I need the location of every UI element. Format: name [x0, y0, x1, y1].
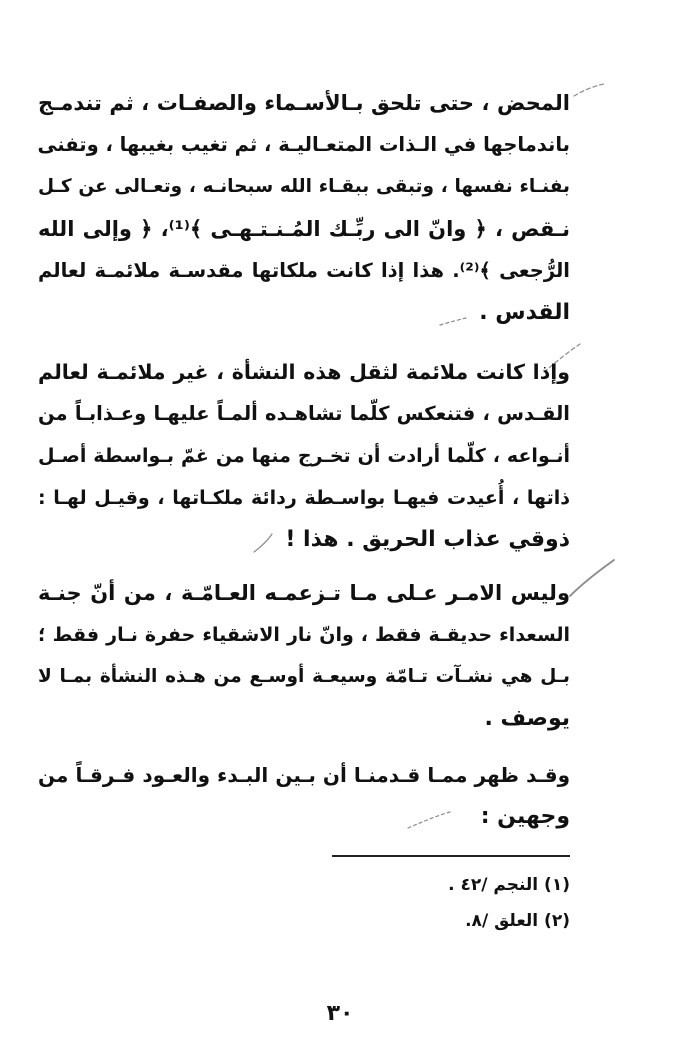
- text-line: وجهين :: [480, 804, 570, 829]
- footnote-2: (٢) العلق /٨.: [465, 911, 570, 931]
- page-number: ٣٠: [326, 1001, 354, 1026]
- paragraph-3: [38, 572, 570, 740]
- text-line: نـقص ، ﴿ وانّ الى ربِّـك المُـنـتـهـى ﴾⁽¹⁾، ﴿ وإلى الله: [38, 217, 570, 241]
- text-line: المحض ، حتى تلحق بـالأسـماء والصفـات ، ثم تندمـج: [38, 91, 570, 115]
- text-line: السعداء حديقـة فقط ، وانّ نار الاشقياء حفرة نـار فقط ؛: [38, 624, 570, 646]
- paragraph-2: [38, 351, 570, 561]
- paragraph-4: [38, 754, 570, 838]
- text-line: أنـواعه ، كلّما أرادت أن تخـرج منها من غمّ بـواسطة أصـل: [38, 445, 570, 467]
- text-line: بـل هي نشـآت تـامّة وسيعـة أوسـع من هـذه النشأة بمـا لا: [38, 666, 570, 687]
- text-line: القدس .: [479, 300, 570, 325]
- text-line: باندماجها في الـذات المتعـاليـة ، ثم تغيب بغيبها ، وتفنى: [37, 133, 570, 156]
- text-line: ذاتها ، أُعيدت فيهـا بواسـطة ردائة ملكـاتها ، وقيـل لهـا :: [38, 487, 570, 509]
- text-line: وقـد ظهر ممـا قـدمنـا أن بـين البـدء والعـود فـرقـاً من: [38, 763, 570, 787]
- text-line: بفنـاء نفسها ، وتبقى ببقـاء الله سبحانـه ، وتعـالى عن كـل: [38, 176, 570, 197]
- paragraph-1: [38, 82, 570, 334]
- footnote-divider: [332, 855, 570, 857]
- text-line: ذوقي عذاب الحريق . هذا !: [285, 527, 570, 552]
- text-line: القـدس ، فتنعكس كلّما تشاهـده ألمـاً عليهـا وعـذابـاً من: [38, 402, 570, 425]
- text-line: الرُّجعى ﴾⁽²⁾. هذا إذا كانت ملكاتها مقدسـة ملائمـة لعالم: [38, 259, 570, 282]
- text-line: وليس الامـر عـلى مـا تـزعمـه العـامّـة ، من أنّ جنـة: [38, 581, 570, 605]
- text-line: وإذا كانت ملائمة لثقل هذه النشأة ، غير ملائمـة لعالم: [38, 360, 570, 384]
- footnote-1: (١) النجم /٤٢ .: [448, 875, 570, 895]
- text-line: يوصف .: [484, 706, 570, 731]
- footnotes: [300, 867, 570, 939]
